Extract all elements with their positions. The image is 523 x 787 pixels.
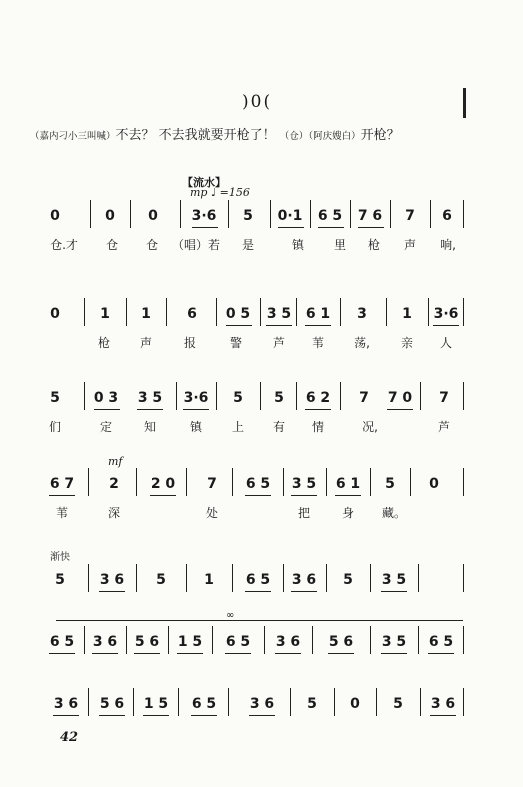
score-note: 3 xyxy=(357,306,367,322)
score-note: 5 xyxy=(233,390,243,406)
score-note: 6 5 xyxy=(191,696,217,712)
score-note: 7 xyxy=(207,476,217,492)
beam-line xyxy=(94,409,120,410)
lyric: 深 xyxy=(107,506,121,520)
beam-line xyxy=(291,591,317,592)
score-row-6 xyxy=(0,626,523,662)
barline xyxy=(370,626,371,654)
beam-line xyxy=(275,653,301,654)
lyric: 情 xyxy=(311,420,325,434)
score-note: 3 6 xyxy=(53,696,79,712)
score-note: 3 6 xyxy=(99,572,125,588)
score-note: 6 2 xyxy=(305,390,331,406)
score-row-3 xyxy=(0,382,523,442)
barline xyxy=(264,626,265,654)
score-note: 6 xyxy=(442,208,452,224)
score-note: 0 xyxy=(148,208,158,224)
page-number: 42 xyxy=(60,730,79,745)
score-note: 0 xyxy=(350,696,360,712)
lyric: （唱）若 xyxy=(171,238,221,252)
score-note: 5 xyxy=(343,572,353,588)
score-note: 7 xyxy=(359,390,369,406)
beam-line xyxy=(53,715,79,716)
barline xyxy=(334,688,335,716)
barline xyxy=(180,200,181,228)
barline xyxy=(130,200,131,228)
score-row-1 xyxy=(0,200,523,270)
score-note: 0·1 xyxy=(277,208,303,224)
score-note: 3·6 xyxy=(183,390,209,406)
beam-line xyxy=(183,409,209,410)
beam-line xyxy=(335,495,361,496)
barline xyxy=(212,626,213,654)
score-note: 3 5 xyxy=(381,572,407,588)
barline xyxy=(168,626,169,654)
barline xyxy=(296,382,297,410)
barline xyxy=(463,200,464,228)
score-note: 5 xyxy=(274,390,284,406)
tempo-label: 【流水】 xyxy=(182,176,226,189)
score-note: 3 6 xyxy=(92,634,118,650)
barline xyxy=(463,468,464,496)
lyric: 处 xyxy=(205,506,219,520)
barline xyxy=(136,468,137,496)
score-note: 7 xyxy=(439,390,449,406)
score-note: 3 6 xyxy=(275,634,301,650)
barline xyxy=(290,688,291,716)
barline xyxy=(370,564,371,592)
score-note: 7 xyxy=(405,208,415,224)
barline xyxy=(260,382,261,410)
barline xyxy=(310,200,311,228)
lyric: 枪 xyxy=(97,336,111,350)
barline xyxy=(90,200,91,228)
lyric: 仓 xyxy=(145,238,159,252)
score-note: 1 xyxy=(100,306,110,322)
barline xyxy=(166,298,167,326)
lyric: 响, xyxy=(440,238,456,252)
beam-line xyxy=(226,325,252,326)
tie-line xyxy=(56,620,463,621)
barline xyxy=(312,626,313,654)
score-note: 1 5 xyxy=(143,696,169,712)
barline xyxy=(386,298,387,326)
barline xyxy=(88,688,89,716)
lyric: 芦 xyxy=(272,336,286,350)
beam-line xyxy=(99,591,125,592)
lyric: 定 xyxy=(99,420,113,434)
score-note: 3·6 xyxy=(191,208,217,224)
barline xyxy=(283,468,284,496)
score-note: 6 7 xyxy=(49,476,75,492)
barline xyxy=(420,382,421,410)
score-note: 3 6 xyxy=(249,696,275,712)
lyric: 有 xyxy=(272,420,286,434)
beam-line xyxy=(249,715,275,716)
beam-line xyxy=(192,227,218,228)
score-note: 0 xyxy=(105,208,115,224)
score-note: 3 6 xyxy=(291,572,317,588)
barline xyxy=(463,564,464,592)
barline xyxy=(283,564,284,592)
lyric: 上 xyxy=(231,420,245,434)
barline xyxy=(463,88,466,118)
score-note: 6 5 xyxy=(225,634,251,650)
lyric: 报 xyxy=(183,336,197,350)
barline xyxy=(326,564,327,592)
score-note: 0 3 xyxy=(93,390,119,406)
score-note: 0 xyxy=(429,476,439,492)
lyric: 况, xyxy=(362,420,378,434)
lyric: 里 xyxy=(333,238,347,252)
lyric: 仓.才 xyxy=(50,238,78,252)
lyric: 镇 xyxy=(189,420,203,434)
dynamic-marking: mf xyxy=(108,455,123,468)
tempo-marking: mp ♩ =156 xyxy=(190,186,250,199)
lyric: 知 xyxy=(143,420,157,434)
score-note: 3 6 xyxy=(430,696,456,712)
barline xyxy=(84,298,85,326)
score-note: 3 5 xyxy=(266,306,292,322)
score-note: 6 5 xyxy=(428,634,454,650)
score-note: 3 5 xyxy=(381,634,407,650)
score-note: 5 xyxy=(385,476,395,492)
score-note: 6 5 xyxy=(49,634,75,650)
beam-line xyxy=(245,591,271,592)
stage-direction: （嘉内刁小三叫喊） xyxy=(30,131,116,142)
score-row-2 xyxy=(0,298,523,358)
score-note: 2 xyxy=(109,476,119,492)
beam-line xyxy=(381,653,407,654)
barline xyxy=(176,382,177,410)
score-note: 5 xyxy=(156,572,166,588)
lyric: 苇 xyxy=(311,336,325,350)
beam-line xyxy=(318,227,344,228)
score-note: 3 5 xyxy=(291,476,317,492)
lyric: 亲 xyxy=(400,336,414,350)
lyric: 是 xyxy=(241,238,255,252)
beam-line xyxy=(381,591,407,592)
beam-line xyxy=(92,653,118,654)
barline xyxy=(216,382,217,410)
beam-line xyxy=(137,409,163,410)
beam-line xyxy=(328,653,354,654)
beam-line xyxy=(358,227,384,228)
barline xyxy=(350,200,351,228)
barline xyxy=(260,298,261,326)
barline xyxy=(430,200,431,228)
lyric: 声 xyxy=(403,238,417,252)
lyric: 镇 xyxy=(291,238,305,252)
score-note: 3 5 xyxy=(137,390,163,406)
barline xyxy=(418,564,419,592)
lyric: 仓 xyxy=(105,238,119,252)
barline xyxy=(326,468,327,496)
score-note: 1 xyxy=(141,306,151,322)
barline xyxy=(228,688,229,716)
lyric: 把 xyxy=(297,506,311,520)
barline xyxy=(228,200,229,228)
barline xyxy=(186,564,187,592)
score-note: 7 6 xyxy=(357,208,383,224)
repeat-marking: ∞ xyxy=(226,610,235,621)
tempo-change-marking: 渐快 xyxy=(50,552,70,563)
score-note: 5 xyxy=(243,208,253,224)
barline xyxy=(463,298,464,326)
score-note: 0 5 xyxy=(225,306,251,322)
spoken-text: 不去？ 不去我就要开枪了！ xyxy=(115,128,276,143)
barline xyxy=(126,626,127,654)
barline xyxy=(390,200,391,228)
barline xyxy=(88,564,89,592)
barline xyxy=(370,468,371,496)
barline xyxy=(296,298,297,326)
barline xyxy=(376,688,377,716)
barline xyxy=(133,688,134,716)
lyric: 苇 xyxy=(55,506,69,520)
beam-line xyxy=(433,325,459,326)
beam-line xyxy=(245,495,271,496)
barline xyxy=(418,626,419,654)
lyric: 身 xyxy=(341,506,355,520)
barline xyxy=(340,382,341,410)
stage-direction: （阿庆嫂白） xyxy=(308,131,361,142)
score-note: 5 6 xyxy=(134,634,160,650)
stage-direction: （仓） xyxy=(279,131,309,142)
lyric: 警 xyxy=(229,336,243,350)
barline xyxy=(136,564,137,592)
score-note: 0 xyxy=(50,306,60,322)
barline xyxy=(232,468,233,496)
barline xyxy=(340,298,341,326)
beam-line xyxy=(177,653,203,654)
beam-line xyxy=(428,653,454,654)
score-fragment: )0( xyxy=(242,92,273,112)
lyric: 藏。 xyxy=(381,506,407,520)
score-row-4 xyxy=(0,468,523,528)
beam-line xyxy=(291,495,317,496)
beam-line xyxy=(150,495,176,496)
beam-line xyxy=(191,715,217,716)
barline xyxy=(178,688,179,716)
score-note: 1 xyxy=(204,572,214,588)
barline xyxy=(232,564,233,592)
score-row-7 xyxy=(0,688,523,724)
lyric: 枪 xyxy=(367,238,381,252)
barline xyxy=(88,468,89,496)
dialogue-line xyxy=(30,124,400,143)
score-note: 7 0 xyxy=(387,390,413,406)
score-note: 6 5 xyxy=(317,208,343,224)
score-note: 5 xyxy=(55,572,65,588)
barline xyxy=(84,626,85,654)
lyric: 们 xyxy=(48,420,62,434)
score-note: 0 xyxy=(50,208,60,224)
beam-line xyxy=(49,653,75,654)
score-note: 1 xyxy=(402,306,412,322)
score-note: 1 5 xyxy=(177,634,203,650)
barline xyxy=(463,626,464,654)
score-note: 6 xyxy=(187,306,197,322)
barline xyxy=(410,468,411,496)
barline xyxy=(428,298,429,326)
score-note: 2 0 xyxy=(150,476,176,492)
score-note: 5 6 xyxy=(328,634,354,650)
beam-line xyxy=(143,715,169,716)
score-note: 5 xyxy=(50,390,60,406)
score-note: 6 5 xyxy=(245,572,271,588)
barline xyxy=(126,298,127,326)
beam-line xyxy=(99,715,125,716)
score-note: 5 xyxy=(307,696,317,712)
barline xyxy=(186,468,187,496)
score-note: 3·6 xyxy=(433,306,459,322)
barline xyxy=(270,200,271,228)
beam-line xyxy=(225,653,251,654)
lyric: 人 xyxy=(439,336,453,350)
lyric: 芦 xyxy=(437,420,451,434)
barline xyxy=(463,688,464,716)
barline xyxy=(463,382,464,410)
score-note: 5 xyxy=(393,696,403,712)
spoken-text: 开枪？ xyxy=(360,128,400,143)
beam-line xyxy=(49,495,75,496)
score-row-5 xyxy=(0,564,523,600)
beam-line xyxy=(305,409,331,410)
barline xyxy=(420,688,421,716)
beam-line xyxy=(430,715,456,716)
beam-line xyxy=(266,325,292,326)
lyric: 荡, xyxy=(354,336,370,350)
score-note: 6 1 xyxy=(305,306,331,322)
beam-line xyxy=(305,325,331,326)
barline xyxy=(216,298,217,326)
score-note: 6 5 xyxy=(245,476,271,492)
beam-line xyxy=(387,409,413,410)
score-note: 6 1 xyxy=(335,476,361,492)
barline xyxy=(84,382,85,410)
score-note: 5 6 xyxy=(99,696,125,712)
beam-line xyxy=(278,227,304,228)
beam-line xyxy=(134,653,160,654)
lyric: 声 xyxy=(139,336,153,350)
